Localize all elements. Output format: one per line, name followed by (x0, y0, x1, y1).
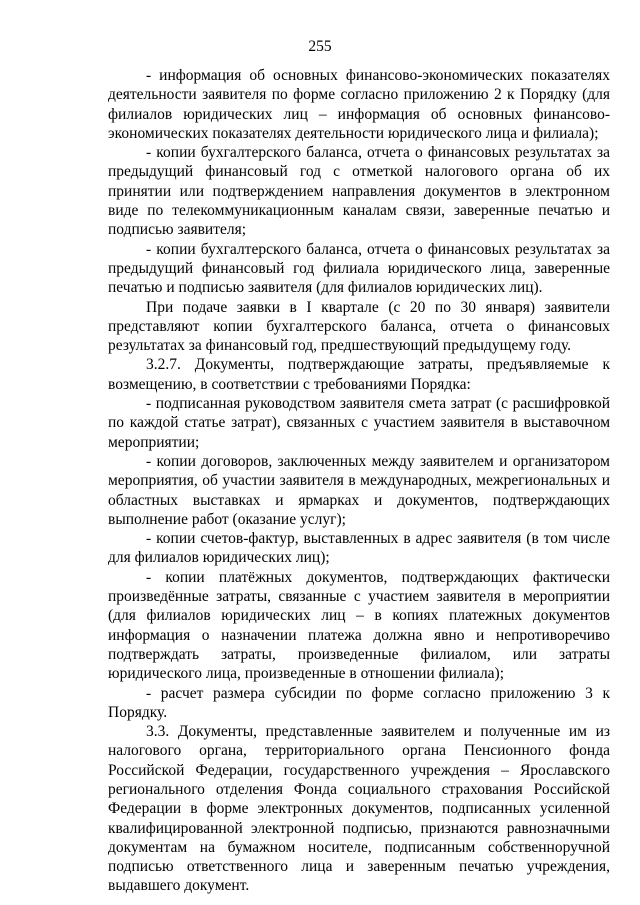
paragraph-3-3: 3.3. Документы, представленные заявителем и полученные им из налогового органа, территориального органа Пенсионного фонда Российской Федерации, государственного учреждения – Ярославского регионального отделения Фонда социального страхования Российской Федерации в форме электронных документов, подписанных усиленной квалифицированной электронной подписью, признаются равнозначными документам на бумажном носителе, подписанным собственноручной подписью ответственного лица и заверенным печатью учреждения, выдавшего документ. (108, 723, 610, 895)
paragraph-payment-documents: - копии платёжных документов, подтверждающих фактически произведённые затраты, связанные с участием заявителя в мероприятии (для филиалов юридических лиц – в копиях платежных документов информация о назначении платежа должна явно и непротиворечиво подтверждать затраты, произведенные филиалом, или затраты юридического лица, произведенные в отношении филиала); (108, 568, 610, 683)
paragraph-3-2-7: 3.2.7. Документы, подтверждающие затраты, предъявляемые к возмещению, в соответствии с требованиями Порядка: (108, 356, 610, 393)
paragraph-financial-info: - информация об основных финансово-экономических показателях деятельности заявителя по форме согласно приложению 2 к Порядку (для филиалов юридических лиц – информация об основных финансово-экономических показателях деятельности юридического лица и филиала); (108, 67, 610, 142)
paragraph-cost-estimate: - подписанная руководством заявителя смета затрат (с расшифровкой по каждой статье затрат), связанных с участием заявителя в выставочном мероприятии; (108, 395, 610, 451)
paragraph-contract-copies: - копии договоров, заключенных между заявителем и организатором мероприятия, об участии заявителя в международных, межрегиональных и областных выставках и ярмарках и документов, подтверждающих выполнение работ (оказание услуг); (108, 452, 610, 528)
paragraph-subsidy-calculation: - расчет размера субсидии по форме согласно приложению 3 к Порядку. (108, 684, 610, 721)
page-number: 255 (308, 38, 332, 55)
paragraph-invoice-copies: - копии счетов-фактур, выставленных в адрес заявителя (в том числе для филиалов юридических лиц); (108, 530, 610, 567)
paragraph-branch-balance-copies: - копии бухгалтерского баланса, отчета о финансовых результатах за предыдущий финансовый год филиала юридического лица, заверенные печатью и подписью заявителя (для филиалов юридических лиц). (108, 240, 610, 297)
paragraph-balance-copies: - копии бухгалтерского баланса, отчета о финансовых результатах за предыдущий финансовый год с отметкой налогового органа об их принятии или подтверждением направления документов в электронном виде по телекоммуникационным каналам связи, заверенные печатью и подписью заявителя; (108, 144, 610, 239)
body-text (108, 66, 610, 896)
paragraph-first-quarter: При подаче заявки в I квартале (с 20 по 30 января) заявители представляют копии бухгалтерского баланса, отчета о финансовых результатах за финансовый год, предшествующий предыдущему году. (108, 298, 610, 355)
